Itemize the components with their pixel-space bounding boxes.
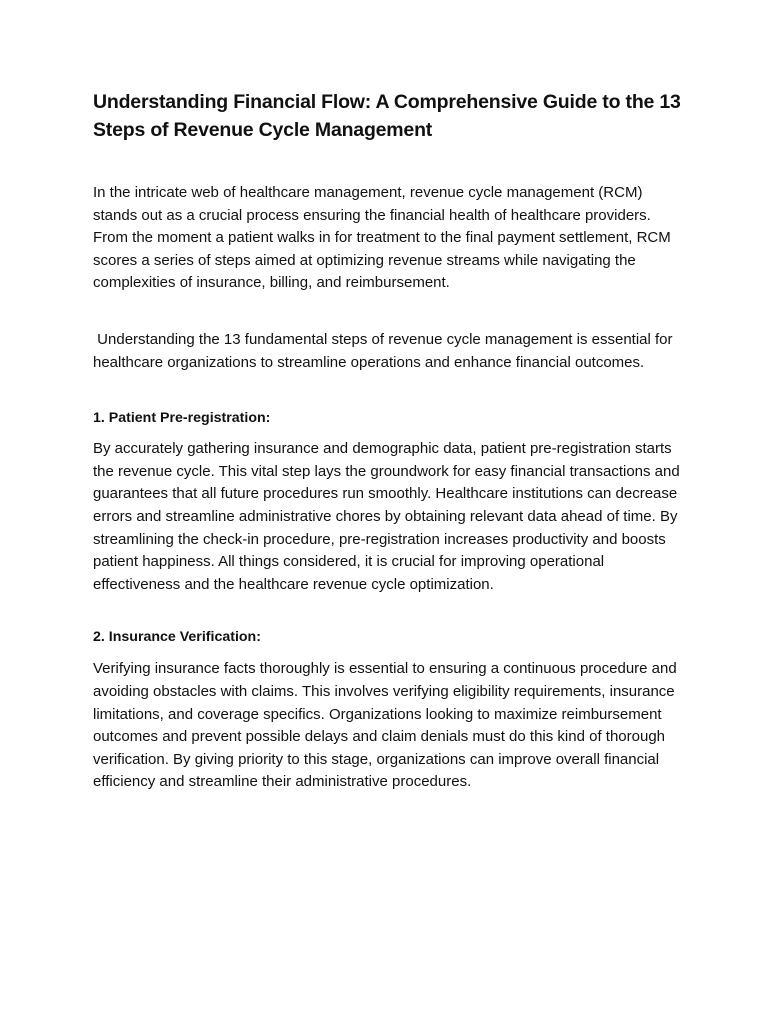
intro-paragraph: In the intricate web of healthcare management, revenue cycle management (RCM) stands out as a crucial process ensuring the financial health of healthcare providers. From the moment a patient walks in for treatment to the final payment settlement, RCM scores a series of steps aimed at optimizing revenue streams while navigating the complexities of insurance, billing, and reimbursement. — [93, 184, 671, 292]
intro-paragraph: Understanding the 13 fundamental steps of revenue cycle management is essential for healthcare organizations to streamline operations and enhance financial outcomes. — [93, 330, 677, 371]
document-page — [93, 88, 683, 794]
section-body-patient-pre-registration: By accurately gathering insurance and demographic data, patient pre-registration starts the revenue cycle. This vital step lays the groundwork for easy financial transactions and guarantees that all future procedures run smoothly. Healthcare institutions can decrease errors and streamline administrative chores by obtaining relevant data ahead of time. By streamlining the check-in procedure, pre-registration increases productivity and boosts patient happiness. All things considered, it is crucial for improving operational effectiveness and the healthcare revenue cycle optimization. — [93, 440, 680, 593]
section-heading-insurance-verification: 2. Insurance Verification: — [93, 629, 261, 646]
section-body-insurance-verification: Verifying insurance facts thoroughly is essential to ensuring a continuous procedure and avoiding obstacles with claims. This involves verifying eligibility requirements, insurance limitations, and coverage specifics. Organizations looking to maximize reimbursement outcomes and prevent possible delays and claim denials must do this kind of thorough verification. By giving priority to this stage, organizations can improve overall financial efficiency and streamline their administrative procedures. — [93, 660, 677, 791]
section-heading-patient-pre-registration: 1. Patient Pre-registration: — [93, 410, 271, 427]
document-title: Understanding Financial Flow: A Comprehensive Guide to the 13 Steps of Revenue Cycle Management — [93, 91, 681, 141]
